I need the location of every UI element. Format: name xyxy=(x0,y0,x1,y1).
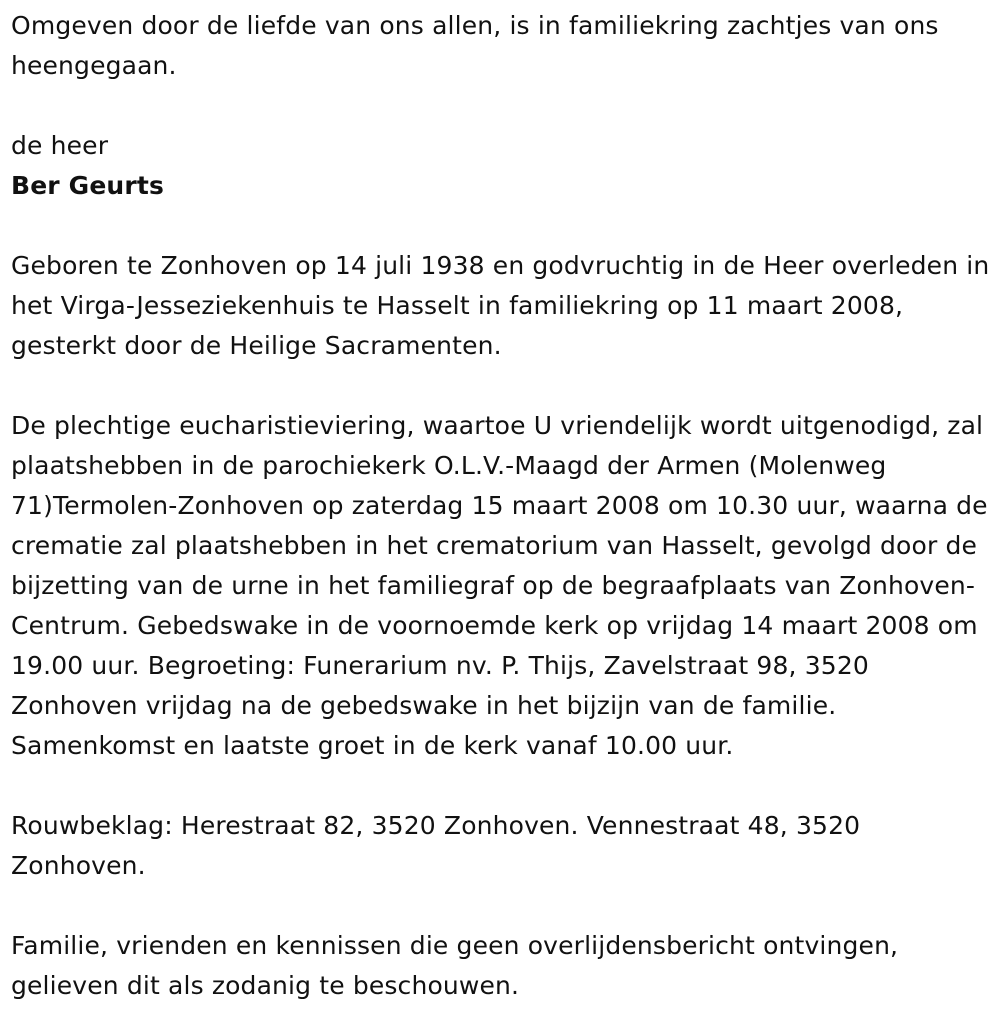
obituary-notice xyxy=(11,6,996,1006)
deceased-name: Ber Geurts xyxy=(11,171,164,200)
ceremony-paragraph: De plechtige eucharistieviering, waartoe U vriendelijk wordt uitgenodigd, zal plaatshebben in de parochiekerk O.L.V.-Maagd der Armen (Molenweg 71)Termolen-Zonhoven op zaterdag 15 maart 2008 om 10.30 uur, waarna de crematie zal plaatshebben in het crematorium van Hasselt, gevolgd door de bijzetting van de urne in het familiegraf op de begraafplaats van Zonhoven-Centrum. Gebedswake in de voornoemde kerk op vrijdag 14 maart 2008 om 19.00 uur. Begroeting: Funerarium nv. P. Thijs, Zavelstraat 98, 3520 Zonhoven vrijdag na de gebedswake in het bijzijn van de familie. Samenkomst en laatste groet in de kerk vanaf 10.00 uur. xyxy=(11,411,988,760)
birth-death-paragraph: Geboren te Zonhoven op 14 juli 1938 en godvruchtig in de Heer overleden in het Virga-Jesseziekenhuis te Hasselt in familiekring op 11 maart 2008, gesterkt door de Heilige Sacramenten. xyxy=(11,251,990,360)
salutation: de heer xyxy=(11,131,109,160)
closing-paragraph: Familie, vrienden en kennissen die geen overlijdensbericht ontvingen, gelieven dit als zodanig te beschouwen. xyxy=(11,931,899,1000)
mourning-address-paragraph: Rouwbeklag: Herestraat 82, 3520 Zonhoven. Vennestraat 48, 3520 Zonhoven. xyxy=(11,811,861,880)
intro-paragraph: Omgeven door de liefde van ons allen, is in familiekring zachtjes van ons heengegaan. xyxy=(11,11,939,80)
